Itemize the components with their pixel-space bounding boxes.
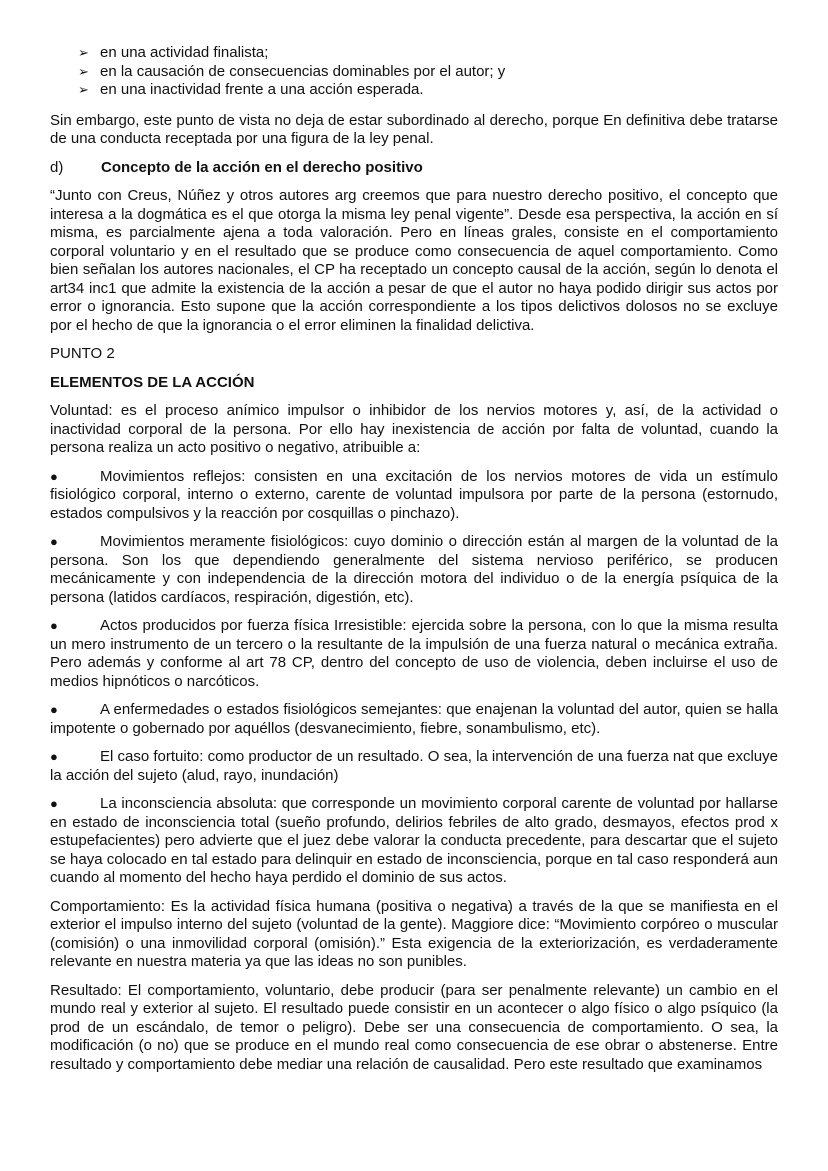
paragraph-subordinado: Sin embargo, este punto de vista no deja de estar subordinado al derecho, porque En definitiva debe tratarse de una conducta receptada por una figura de la ley penal. bbox=[50, 111, 778, 147]
list-item: ➢ en una inactividad frente a una acción esperada. bbox=[78, 81, 424, 98]
paragraph-comportamiento: Comportamiento: Es la actividad física humana (positiva o negativa) a través de la que se manifiesta en el exterior el impulso interno del sujeto (voluntad de la gente). Maggiore dice: “Movimiento corpóreo o muscular (comisión) o una inmovilidad corporal (omisión).” Esta exigencia de la exteriorización, es verdaderamente relevante en nuestra materia ya que las ideas no son punibles. bbox=[50, 897, 778, 970]
bullet-paragraph: ● Movimientos reflejos: consisten en una excitación de los nervios motores de vida un estímulo fisiológico corporal, interno o externo, carente de voluntad impulsora por parte de la persona (estornudo, estados compulsivos y la reacción por cosquillas o pinchazo). bbox=[50, 467, 778, 522]
bullet-icon: ● bbox=[50, 702, 58, 717]
bullet-icon: ● bbox=[50, 534, 58, 549]
bullet-icon: ● bbox=[50, 618, 58, 633]
section-letter: d) bbox=[50, 158, 64, 176]
bullet-icon: ● bbox=[50, 468, 58, 484]
section-heading-d bbox=[50, 159, 778, 178]
bullet-paragraph: ● Actos producidos por fuerza física Irresistible: ejercida sobre la persona, con lo que la misma resulta un mero instrumento de un tercero o la resultante de la impulsión de una fuerza natural o mecánica extraña. Pero además y conforme al art 78 CP, dentro del concepto de uso de violencia, deben incluirse el uso de medios hipnóticos o narcóticos. bbox=[50, 617, 778, 690]
paragraph-derecho-positivo: “Junto con Creus, Núñez y otros autores arg creemos que para nuestro derecho positivo, el concepto que interesa a la dogmática es el que otorga la misma ley penal vigente”. Desde esa perspectiva, la acción en sí misma, es parcialmente ajena a toda valoración. Pero en líneas grales, consiste en el comportamiento corporal voluntario y en el resultado que se produce como consecuencia de aquel comportamiento. Como bien señalan los autores nacionales, el CP ha receptado un concepto causal de la acción, según lo denota el art34 inc1 que admite la existencia de la acción a pesar de que el autor no haya podido dirigir sus actos por error o ignorancia. Esto supone que la acción correspondiente a los tipos delictivos dolosos no se excluye por el hecho de que la ignorancia o el error eliminen la finalidad delictiva. bbox=[50, 187, 778, 334]
section-title: Concepto de la acción en el derecho positivo bbox=[101, 158, 423, 176]
paragraph-voluntad: Voluntad: es el proceso anímico impulsor o inhibidor de los nervios motores y, así, de la actividad o inactividad corporal de la persona. Por ello hay inexistencia de acción por falta de voluntad, cuando la persona realiza un acto positivo o negativo, atribuible a: bbox=[50, 402, 778, 456]
arrow-bullet-icon: ➢ bbox=[78, 82, 89, 97]
bullet-icon: ● bbox=[50, 796, 58, 811]
bullet-paragraph: ● La inconsciencia absoluta: que corresponde un movimiento corporal carente de voluntad por hallarse en estado de inconsciencia total (sueño profundo, delirios febriles de alto grado, desmayos, efectos prod x estupefacientes) pero advierte que el juez debe valorar la conducta precedente, para descartar que el sujeto se haya colocado en tal estado para delinquir en estado de inconsciencia, porque en tal caso responderá aun cuando al momento del hecho haya perdido el dominio de sus actos. bbox=[50, 795, 779, 886]
arrow-bullet-icon: ➢ bbox=[78, 45, 89, 60]
elementos-heading: ELEMENTOS DE LA ACCIÓN bbox=[50, 373, 255, 391]
arrow-bullet-icon: ➢ bbox=[78, 63, 89, 79]
bullet-icon: ● bbox=[50, 749, 58, 764]
punto-label: PUNTO 2 bbox=[50, 345, 115, 362]
bullet-paragraph: ● El caso fortuito: como productor de un resultado. O sea, la intervención de una fuerza nat que excluye la acción del sujeto (alud, rayo, inundación) bbox=[50, 748, 778, 784]
arrow-list bbox=[78, 44, 778, 100]
bullet-paragraph: ● Movimientos meramente fisiológicos: cuyo dominio o dirección están al margen de la voluntad de la persona. Son los que dependiendo generalmente del sistema nervioso periférico, se producen mecánicamente y con independencia de la dirección motora del individuo o de la energía psíquica de la persona (latidos cardíacos, respiración, digestión, etc). bbox=[50, 533, 778, 606]
list-item: ➢ en la causación de consecuencias dominables por el autor; y bbox=[78, 62, 506, 80]
bullet-paragraph: ● A enfermedades o estados fisiológicos semejantes: que enajenan la voluntad del autor, quien se halla impotente o gobernado por aquéllos (desvanecimiento, fiebre, sonambulismo, etc). bbox=[50, 701, 778, 737]
list-item: ➢ en una actividad finalista; bbox=[78, 44, 269, 61]
paragraph-resultado: Resultado: El comportamiento, voluntario, debe producir (para ser penalmente relevante) un cambio en el mundo real y exterior al sujeto. El resultado puede consistir en un acontecer o algo físico o algo psíquico (la prod de un escándalo, de temor o peligro). Debe ser una consecuencia de comportamiento. O sea, la modificación (o no) que se produce en el mundo real como consecuencia de ese obrar o abstenerse. Entre resultado y comportamiento debe mediar una relación de causalidad. Pero este resultado que examinamos bbox=[50, 981, 778, 1073]
